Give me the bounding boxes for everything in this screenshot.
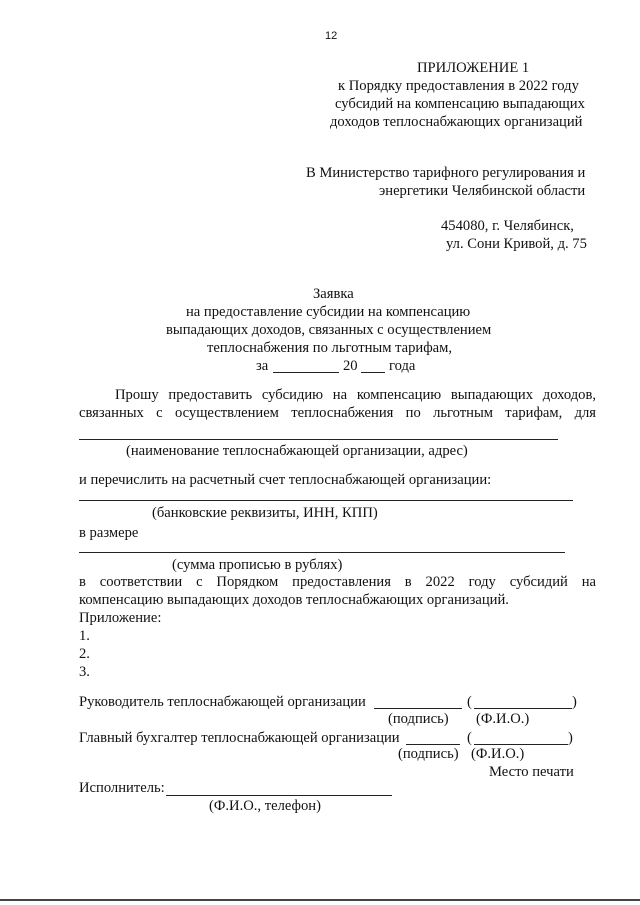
- address-line: ул. Сони Кривой, д. 75: [446, 236, 587, 252]
- executor-label: Исполнитель:: [79, 780, 165, 796]
- transfer-text: и перечислить на расчетный счет теплоснабжающей организации:: [79, 472, 492, 488]
- appendix-line: к Порядку предоставления в 2022 году: [338, 78, 579, 94]
- scan-bottom-edge: [0, 899, 640, 901]
- amount-caption: (сумма прописью в рублях): [172, 557, 343, 573]
- heading-line: теплоснабжения по льготным тарифам,: [207, 340, 453, 356]
- appendix-line: доходов теплоснабжающих организаций: [330, 114, 583, 130]
- fio-caption: (Ф.И.О.): [471, 746, 525, 762]
- period-blank-line[interactable]: [273, 372, 339, 373]
- head-label: Руководитель теплоснабжающей организации: [79, 694, 366, 710]
- bank-details-blank-line[interactable]: [79, 500, 573, 501]
- fio-caption: (Ф.И.О.): [476, 711, 530, 727]
- sign-caption: (подпись): [388, 711, 449, 727]
- page-number: 12: [325, 30, 338, 42]
- heading-za: за: [256, 358, 269, 374]
- attachment-item: 1.: [79, 628, 90, 644]
- addressee-line: энергетики Челябинской области: [379, 183, 586, 199]
- stamp-place: Место печати: [489, 764, 574, 780]
- open-paren: (: [467, 694, 472, 710]
- year-blank-line[interactable]: [361, 372, 385, 373]
- attachment-item: 3.: [79, 664, 90, 680]
- addressee-line: В Министерство тарифного регулирования и: [306, 165, 586, 181]
- head-fio-line[interactable]: [474, 708, 572, 709]
- heading-year-suffix: года: [389, 358, 416, 374]
- executor-caption: (Ф.И.О., телефон): [209, 798, 321, 814]
- accountant-label: Главный бухгалтер теплоснабжающей организации: [79, 730, 400, 746]
- sign-caption: (подпись): [398, 746, 459, 762]
- amount-label: в размере: [79, 525, 139, 541]
- heading-year-prefix: 20: [343, 358, 358, 374]
- heading-line: на предоставление субсидии на компенсацию: [186, 304, 471, 320]
- address-line: 454080, г. Челябинск,: [441, 218, 574, 234]
- org-name-blank-line[interactable]: [79, 439, 558, 440]
- close-paren: ): [572, 694, 577, 710]
- accordance-line-2: компенсацию выпадающих доходов теплоснабжающих организаций.: [79, 592, 509, 608]
- head-signature-line[interactable]: [374, 708, 462, 709]
- open-paren: (: [467, 730, 472, 746]
- attachment-item: 2.: [79, 646, 90, 662]
- heading-line: выпадающих доходов, связанных с осуществлением: [166, 322, 492, 338]
- bank-details-caption: (банковские реквизиты, ИНН, КПП): [152, 505, 378, 521]
- heading-title: Заявка: [313, 286, 354, 302]
- amount-blank-line[interactable]: [79, 552, 565, 553]
- appendix-line: субсидий на компенсацию выпадающих: [335, 96, 585, 112]
- attachments-label: Приложение:: [79, 610, 162, 626]
- close-paren: ): [568, 730, 573, 746]
- accordance-line-1: в соответствии с Порядком предоставления в 2022 году субсидий на: [79, 574, 596, 590]
- executor-blank-line[interactable]: [166, 795, 392, 796]
- appendix-title: ПРИЛОЖЕНИЕ 1: [417, 60, 530, 76]
- request-line-1: Прошу предоставить субсидию на компенсацию выпадающих доходов,: [115, 387, 596, 403]
- request-line-2: связанных с осуществлением теплоснабжения по льготным тарифам, для: [79, 405, 596, 421]
- org-name-caption: (наименование теплоснабжающей организации, адрес): [126, 443, 468, 459]
